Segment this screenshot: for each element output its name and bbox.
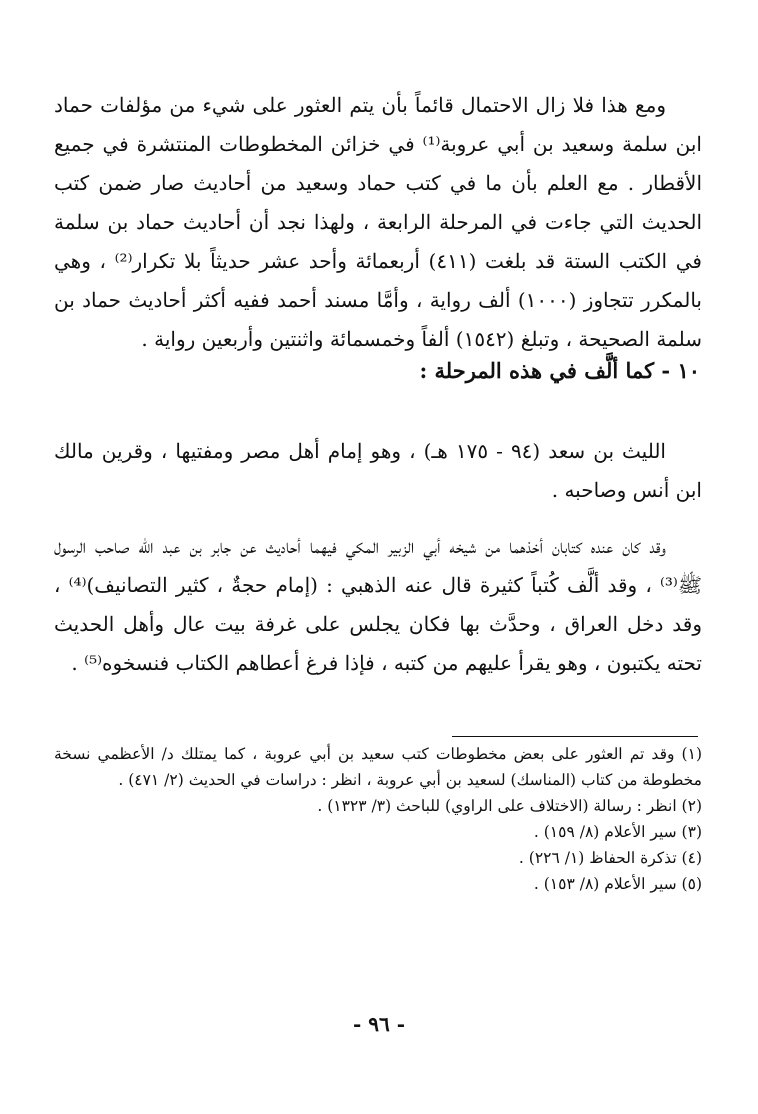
footnote-4: (٤) تذكرة الحفاظ (١/ ٢٢٦) .: [518, 849, 702, 867]
page-number: - ٩٦ -: [352, 1012, 405, 1036]
body-paragraph-2: الليث بن سعد (٩٤ - ١٧٥ هـ) ، وهو إمام أهل مصر ومفتيها ، وقرين مالك ابن أنس وصاحبه .: [54, 439, 702, 502]
body-paragraph-3: وقد كان عنده كتابان أخذهما من شيخه أبي الزبير المكي فيهما أحاديث عن جابر بن عبد الله صاحب الرسول ﷺ⁽³⁾ ، وقد ألَّف كُتباً كثيرة قال عنه الذهبي : (إمام حجةٌ ، كثير التصانيف)⁽⁴⁾ ، وقد دخل العراق ، وحدَّث بها فكان يجلس على غرفة بيت عال وأهل الحديث تحته يكتبون ، وهو يقرأ عليهم من كتبه ، فإذا فرغ أعطاهم الكتاب فنسخوه⁽⁵⁾ .: [54, 534, 702, 675]
footnotes: [54, 741, 702, 897]
section-heading: ١٠ - كما ألَّف في هذه المرحلة :: [419, 358, 700, 383]
footnote-3: (٣) سير الأعلام (٨/ ١٥٩) .: [533, 823, 702, 841]
body-paragraph-1: ومع هذا فلا زال الاحتمال قائماً بأن يتم العثور على شيء من مؤلفات حماد ابن سلمة وسعيد بن أبي عروبة⁽¹⁾ في خزائن المخطوطات المنتشرة في جميع الأقطار . مع العلم بأن ما في كتب حماد وسعيد من أحاديث صار ضمن كتب الحديث التي جاءت في المرحلة الرابعة ، ولهذا نجد أن أحاديث حماد بن سلمة في الكتب الستة قد بلغت (٤١١) أربعمائة وأحد عشر حديثاً بلا تكرار⁽²⁾ ، وهي بالمكرر تتجاوز (١٠٠٠) ألف رواية ، وأمَّا مسند أحمد ففيه أكثر أحاديث حماد بن سلمة الصحيحة ، وتبلغ (١٥٤٢) ألفاً وخمسمائة واثنتين وأربعين رواية .: [54, 93, 702, 351]
footnote-2: (٢) انظر : رسالة (الاختلاف على الراوي) للباحث (٣/ ١٣٢٣) .: [317, 797, 702, 815]
footnote-5: (٥) سير الأعلام (٨/ ١٥٣) .: [533, 875, 702, 893]
footnote-1: (١) وقد تم العثور على بعض مخطوطات كتب سعيد بن أبي عروبة ، كما يمتلك د/ الأعظمي نسخة مخطوطة من كتاب (المناسك) لسعيد بن أبي عروبة ، انظر : دراسات في الحديث (٢/ ٤٧١) .: [54, 745, 702, 789]
footnote-divider: [452, 736, 698, 737]
